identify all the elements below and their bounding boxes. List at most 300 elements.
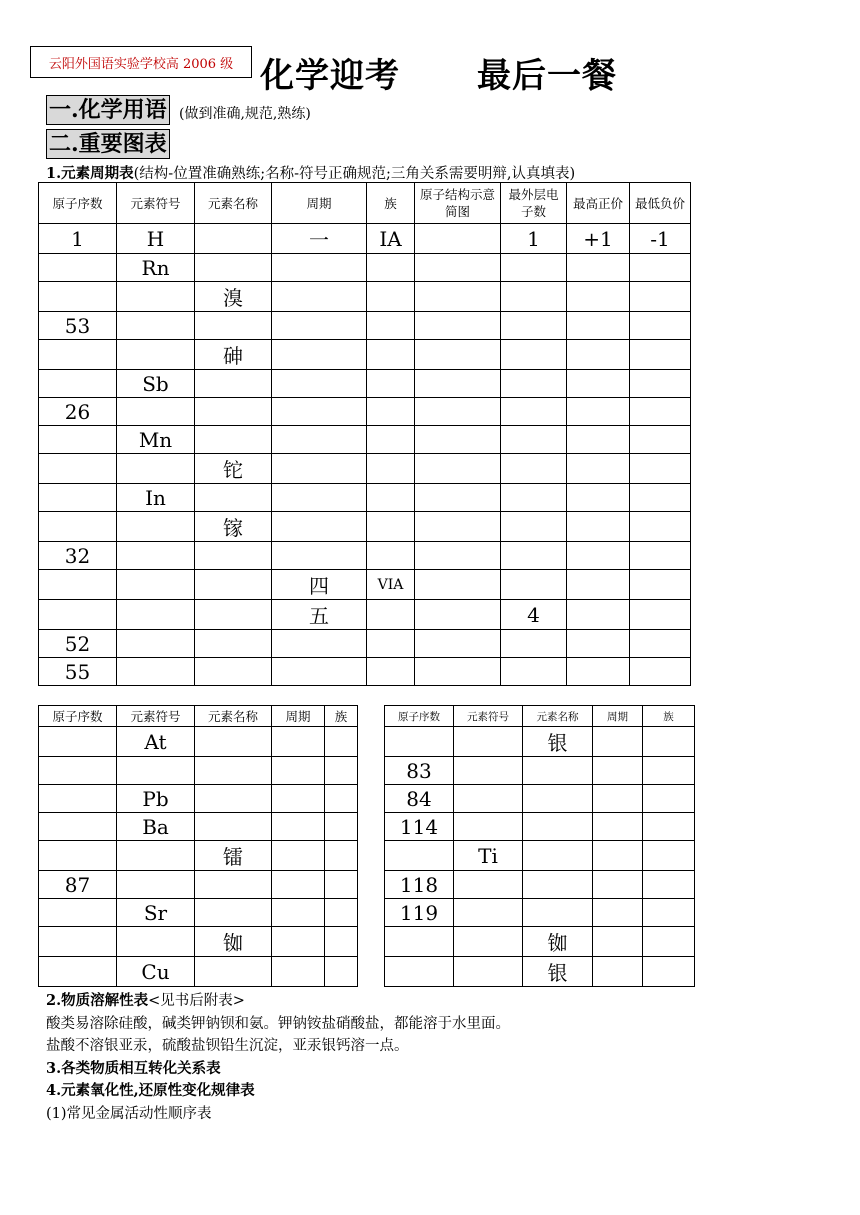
table-cell[interactable] [630,600,691,630]
table-cell[interactable] [567,254,630,282]
table-cell[interactable] [385,727,454,757]
table-cell[interactable] [195,542,272,570]
table-cell[interactable] [117,570,195,600]
table-row [385,871,695,899]
table-cell[interactable] [367,630,415,658]
column-header: 元素名称 [523,706,593,727]
table-cell[interactable] [454,957,523,987]
table-row [385,727,695,757]
table-cell[interactable] [367,658,415,686]
table-cell[interactable] [272,484,367,512]
table-cell[interactable] [567,370,630,398]
table-cell[interactable] [325,727,358,757]
table-cell[interactable] [367,484,415,512]
table-cell[interactable] [195,757,272,785]
table-cell[interactable] [567,630,630,658]
table-cell[interactable] [272,757,325,785]
table-cell[interactable]: 118 [385,871,454,899]
column-header: 原子序数 [385,706,454,727]
table-cell[interactable] [39,570,117,600]
table-cell[interactable] [643,757,695,785]
table-cell[interactable] [415,426,501,454]
table-cell[interactable] [415,370,501,398]
table-cell[interactable] [39,813,117,841]
table-cell[interactable]: 镓 [195,512,272,542]
table-cell[interactable] [272,727,325,757]
table-row [39,224,691,254]
table-cell[interactable] [593,757,643,785]
table-cell[interactable] [272,957,325,987]
table-cell[interactable] [117,841,195,871]
table-cell[interactable] [272,927,325,957]
table-cell[interactable] [195,785,272,813]
school-label: 云阳外国语实验学校高 2006 级 [30,46,252,78]
table-cell[interactable] [415,570,501,600]
table-cell[interactable] [630,484,691,512]
table-cell[interactable] [523,813,593,841]
table-cell[interactable] [367,398,415,426]
table-cell[interactable] [454,899,523,927]
table-cell[interactable]: 1 [501,224,567,254]
table-cell[interactable] [415,340,501,370]
table-cell[interactable]: Cu [117,957,195,987]
table-row [39,398,691,426]
table-cell[interactable] [415,282,501,312]
table-cell[interactable] [117,600,195,630]
table-cell[interactable] [415,224,501,254]
table-cell[interactable] [272,398,367,426]
table-cell[interactable] [117,398,195,426]
section-1-note: (做到准确,规范,熟练) [179,106,311,122]
table-cell[interactable] [501,630,567,658]
item-3-heading: 3.各类物质相互转化关系表 [46,1060,221,1077]
table-cell[interactable] [454,871,523,899]
table-cell[interactable] [501,282,567,312]
table-cell[interactable] [567,542,630,570]
table-cell[interactable] [272,841,325,871]
solubility-note: <见书后附表> [148,993,245,1009]
table-cell[interactable]: 4 [501,600,567,630]
table-cell[interactable] [195,871,272,899]
table-cell[interactable] [643,871,695,899]
table-cell[interactable] [501,512,567,542]
table-cell[interactable] [643,727,695,757]
table-cell[interactable] [630,282,691,312]
element-table-right [384,705,695,987]
table-cell[interactable] [367,282,415,312]
table-cell[interactable] [643,927,695,957]
table-cell[interactable] [567,658,630,686]
table-cell[interactable] [630,570,691,600]
element-table-left [38,705,358,987]
column-header: 原子结构示意简图 [415,183,501,224]
table-cell[interactable] [325,841,358,871]
table-cell[interactable]: In [117,484,195,512]
table-cell[interactable] [367,426,415,454]
table-cell[interactable] [117,757,195,785]
table-cell[interactable]: 1 [39,224,117,254]
table-cell[interactable]: 52 [39,630,117,658]
table-cell[interactable] [501,340,567,370]
table-row [39,426,691,454]
table-row [39,957,358,987]
table-cell[interactable] [272,454,367,484]
column-header: 元素符号 [454,706,523,727]
table-cell[interactable] [117,871,195,899]
column-header: 族 [367,183,415,224]
table-cell[interactable] [567,484,630,512]
table-cell[interactable] [593,899,643,927]
table-cell[interactable]: +1 [567,224,630,254]
table-cell[interactable] [501,658,567,686]
item-4-1-heading: (1)常见金属活动性顺序表 [46,1106,212,1122]
table-cell[interactable]: 119 [385,899,454,927]
solubility-heading [46,989,245,1010]
table-cell[interactable] [643,841,695,871]
table-cell[interactable] [272,899,325,927]
table-cell[interactable] [367,600,415,630]
table-cell[interactable] [415,484,501,512]
table-cell[interactable] [367,340,415,370]
table-cell[interactable] [501,398,567,426]
column-header: 族 [325,706,358,727]
table-cell[interactable]: Sr [117,899,195,927]
table-cell[interactable] [454,757,523,785]
solubility-label: 2.物质溶解性表 [46,992,149,1009]
table-cell[interactable] [593,813,643,841]
table-header-row [385,706,695,727]
table-cell[interactable] [195,484,272,512]
table-cell[interactable] [367,370,415,398]
table-cell[interactable] [195,813,272,841]
table-cell[interactable] [454,727,523,757]
table-cell[interactable] [39,370,117,398]
table-cell[interactable] [415,542,501,570]
table-cell[interactable]: 一 [272,224,367,254]
table-cell[interactable] [593,727,643,757]
table-cell[interactable] [367,542,415,570]
table-cell[interactable] [272,312,367,340]
column-header: 最低负价 [630,183,691,224]
table-row [385,757,695,785]
table-cell[interactable] [39,841,117,871]
column-header: 周期 [272,183,367,224]
table-cell[interactable] [415,630,501,658]
table-cell[interactable] [501,542,567,570]
table-cell[interactable] [39,282,117,312]
table-cell[interactable] [367,312,415,340]
table-cell[interactable] [325,785,358,813]
table-cell[interactable]: VIA [367,570,415,600]
table-cell[interactable] [117,340,195,370]
table-cell[interactable] [272,813,325,841]
table-cell[interactable] [501,426,567,454]
table-cell[interactable] [272,282,367,312]
table-cell[interactable] [593,927,643,957]
table-cell[interactable] [454,813,523,841]
table-cell[interactable] [630,398,691,426]
periodic-table-heading [46,162,575,183]
table-row [39,484,691,512]
table-cell[interactable] [501,254,567,282]
table-cell[interactable] [501,454,567,484]
table-cell[interactable]: 砷 [195,340,272,370]
table-cell[interactable]: IA [367,224,415,254]
table-cell[interactable] [325,899,358,927]
table-cell[interactable] [195,899,272,927]
periodic-fill-table [38,182,691,686]
table-cell[interactable] [630,630,691,658]
table-cell[interactable] [415,454,501,484]
table-cell[interactable]: 铷 [523,927,593,957]
table-cell[interactable] [272,512,367,542]
column-header: 族 [643,706,695,727]
table-row [39,871,358,899]
table-cell[interactable] [567,426,630,454]
table-cell[interactable] [367,454,415,484]
table-cell[interactable] [567,340,630,370]
table-cell[interactable]: 溴 [195,282,272,312]
table-row [385,899,695,927]
table-cell[interactable] [630,454,691,484]
table-cell[interactable] [195,370,272,398]
solubility-rule-2: 盐酸不溶银亚汞，硫酸盐钡铅生沉淀，亚汞银钙溶一点。 [46,1038,409,1054]
table-cell[interactable] [523,899,593,927]
table-cell[interactable] [501,570,567,600]
table-cell[interactable] [325,813,358,841]
table-cell[interactable] [195,957,272,987]
table-cell[interactable] [593,785,643,813]
table-cell[interactable] [272,370,367,398]
table-row [385,957,695,987]
table-cell[interactable]: 铷 [195,927,272,957]
table-cell[interactable] [272,785,325,813]
table-cell[interactable] [367,512,415,542]
table-row [385,841,695,871]
table-cell[interactable] [593,957,643,987]
table-cell[interactable]: 银 [523,727,593,757]
table-cell[interactable] [567,398,630,426]
table-cell[interactable] [117,282,195,312]
column-header: 最高正价 [567,183,630,224]
table-cell[interactable]: Sb [117,370,195,398]
table-cell[interactable]: 87 [39,871,117,899]
table-row [39,542,691,570]
table-cell[interactable] [415,512,501,542]
table-cell[interactable]: 84 [385,785,454,813]
table-cell[interactable]: 铊 [195,454,272,484]
table-cell[interactable]: 55 [39,658,117,686]
table-cell[interactable] [117,512,195,542]
table-cell[interactable] [567,282,630,312]
table-row [39,312,691,340]
table-cell[interactable] [523,757,593,785]
table-row [385,785,695,813]
table-cell[interactable] [415,398,501,426]
table-cell[interactable] [567,600,630,630]
table-cell[interactable] [523,871,593,899]
table-cell[interactable] [643,785,695,813]
table-cell[interactable]: 26 [39,398,117,426]
table-cell[interactable]: 53 [39,312,117,340]
table-cell[interactable] [195,224,272,254]
table-row [385,813,695,841]
column-header: 元素名称 [195,183,272,224]
table-cell[interactable] [272,340,367,370]
table-cell[interactable]: 五 [272,600,367,630]
table-cell[interactable] [567,512,630,542]
table-cell[interactable] [454,927,523,957]
table-cell[interactable] [630,426,691,454]
table-cell[interactable] [117,658,195,686]
table-cell[interactable] [195,398,272,426]
column-header: 周期 [272,706,325,727]
table-row [39,658,691,686]
table-cell[interactable] [195,254,272,282]
section-2-heading: 二.重要图表 [46,129,170,159]
table-cell[interactable]: Mn [117,426,195,454]
table-cell[interactable] [643,813,695,841]
table-row [39,785,358,813]
table-cell[interactable]: Rn [117,254,195,282]
table-cell[interactable] [272,658,367,686]
table-cell[interactable] [272,871,325,899]
table-cell[interactable] [630,254,691,282]
table-cell[interactable] [272,426,367,454]
table-cell[interactable] [415,658,501,686]
table-cell[interactable] [567,312,630,340]
table-cell[interactable] [630,658,691,686]
table-row [39,757,358,785]
table-cell[interactable] [593,841,643,871]
table-row [39,630,691,658]
table-cell[interactable] [415,312,501,340]
table-cell[interactable] [39,957,117,987]
table-cell[interactable] [385,957,454,987]
table-cell[interactable] [272,630,367,658]
table-cell[interactable] [630,542,691,570]
table-cell[interactable] [195,630,272,658]
column-header: 原子序数 [39,183,117,224]
table-cell[interactable] [501,370,567,398]
table-cell[interactable] [117,542,195,570]
table-cell[interactable] [39,600,117,630]
table-cell[interactable] [325,757,358,785]
table-cell[interactable] [195,727,272,757]
solubility-rule-1: 酸类易溶除硅酸，碱类钾钠钡和氨。钾钠铵盐硝酸盐，都能溶于水里面。 [46,1016,510,1032]
table-cell[interactable] [454,785,523,813]
section-1-heading: 一.化学用语 [46,95,170,125]
item-4-heading: 4.元素氧化性,还原性变化规律表 [46,1082,255,1099]
table-cell[interactable] [643,957,695,987]
table-cell[interactable] [39,484,117,512]
table-cell[interactable] [39,899,117,927]
table-cell[interactable] [501,312,567,340]
table-cell[interactable] [195,570,272,600]
column-header: 周期 [593,706,643,727]
table-cell[interactable] [39,254,117,282]
table-cell[interactable] [39,785,117,813]
table-cell[interactable]: At [117,727,195,757]
table-cell[interactable] [385,927,454,957]
table-cell[interactable]: -1 [630,224,691,254]
table-cell[interactable] [415,600,501,630]
table-cell[interactable] [415,254,501,282]
table-cell[interactable] [523,785,593,813]
table-cell[interactable] [643,899,695,927]
table-cell[interactable]: Ba [117,813,195,841]
table-row [39,340,691,370]
table-cell[interactable] [367,254,415,282]
table-cell[interactable]: 镭 [195,841,272,871]
table-row [39,254,691,282]
table-row [39,727,358,757]
table-cell[interactable] [39,340,117,370]
table-cell[interactable]: H [117,224,195,254]
table-cell[interactable] [117,630,195,658]
table-cell[interactable] [630,370,691,398]
table-cell[interactable] [117,312,195,340]
table-cell[interactable] [117,454,195,484]
table-cell[interactable] [567,570,630,600]
table-cell[interactable]: 32 [39,542,117,570]
table-cell[interactable] [117,927,195,957]
table-cell[interactable] [630,340,691,370]
table-cell[interactable]: 银 [523,957,593,987]
table-row [385,927,695,957]
table-cell[interactable]: 四 [272,570,367,600]
table-row [39,454,691,484]
page-title: 化学迎考 最后一餐 [260,56,618,96]
table-row [39,813,358,841]
table-cell[interactable] [385,841,454,871]
table-cell[interactable] [195,658,272,686]
table-cell[interactable] [272,254,367,282]
table-cell[interactable]: Pb [117,785,195,813]
table-cell[interactable] [195,312,272,340]
table-cell[interactable] [195,426,272,454]
table-cell[interactable] [39,454,117,484]
table-cell[interactable] [325,957,358,987]
table-cell[interactable] [593,871,643,899]
table-cell[interactable]: Ti [454,841,523,871]
periodic-table-note: (结构-位置准确熟练;名称-符号正确规范;三角关系需要明辩,认真填表) [133,166,576,182]
table-row [39,927,358,957]
column-header: 最外层电子数 [501,183,567,224]
table-cell[interactable] [325,927,358,957]
table-cell[interactable] [39,727,117,757]
table-cell[interactable] [195,600,272,630]
table-cell[interactable]: 83 [385,757,454,785]
table-cell[interactable] [501,484,567,512]
table-row [39,570,691,600]
table-cell[interactable] [523,841,593,871]
table-cell[interactable] [272,542,367,570]
column-header: 原子序数 [39,706,117,727]
table-cell[interactable] [39,426,117,454]
table-cell[interactable] [39,927,117,957]
table-cell[interactable] [39,757,117,785]
table-cell[interactable]: 114 [385,813,454,841]
table-cell[interactable] [567,454,630,484]
table-cell[interactable] [630,512,691,542]
table-cell[interactable] [325,871,358,899]
table-row [39,512,691,542]
table-header-row [39,706,358,727]
periodic-table-label: 1.元素周期表 [46,165,134,182]
table-cell[interactable] [630,312,691,340]
table-cell[interactable] [39,512,117,542]
